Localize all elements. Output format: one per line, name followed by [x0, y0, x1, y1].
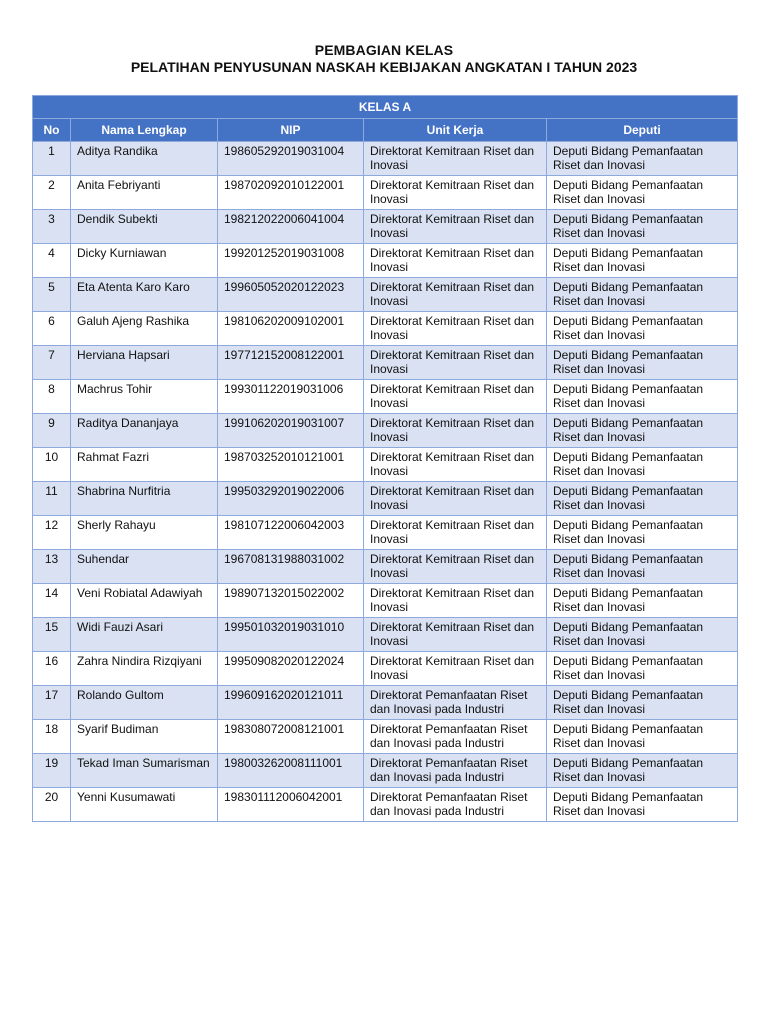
cell-nip: 199106202019031007 [218, 414, 364, 448]
cell-deputi: Deputi Bidang Pemanfaatan Riset dan Inovasi [547, 210, 738, 244]
cell-nama: Machrus Tohir [71, 380, 218, 414]
cell-nip: 198301112006042001 [218, 788, 364, 822]
cell-no: 1 [33, 142, 71, 176]
cell-no: 6 [33, 312, 71, 346]
cell-unit-kerja: Direktorat Pemanfaatan Riset dan Inovasi pada Industri [364, 754, 547, 788]
cell-deputi: Deputi Bidang Pemanfaatan Riset dan Inovasi [547, 550, 738, 584]
cell-nama: Dicky Kurniawan [71, 244, 218, 278]
cell-nip: 198212022006041004 [218, 210, 364, 244]
cell-nip: 199509082020122024 [218, 652, 364, 686]
cell-deputi: Deputi Bidang Pemanfaatan Riset dan Inovasi [547, 754, 738, 788]
table-row [33, 142, 738, 176]
cell-unit-kerja: Direktorat Kemitraan Riset dan Inovasi [364, 482, 547, 516]
column-header-unit-kerja: Unit Kerja [364, 119, 547, 142]
cell-no: 18 [33, 720, 71, 754]
table-row [33, 788, 738, 822]
cell-deputi: Deputi Bidang Pemanfaatan Riset dan Inovasi [547, 584, 738, 618]
table-row [33, 176, 738, 210]
cell-nama: Yenni Kusumawati [71, 788, 218, 822]
cell-nip: 199609162020121011 [218, 686, 364, 720]
class-name-header: KELAS A [33, 96, 738, 119]
cell-nama: Raditya Dananjaya [71, 414, 218, 448]
cell-unit-kerja: Direktorat Kemitraan Riset dan Inovasi [364, 618, 547, 652]
table-row [33, 618, 738, 652]
cell-no: 11 [33, 482, 71, 516]
cell-no: 20 [33, 788, 71, 822]
cell-nama: Eta Atenta Karo Karo [71, 278, 218, 312]
cell-nip: 197712152008122001 [218, 346, 364, 380]
cell-no: 12 [33, 516, 71, 550]
cell-deputi: Deputi Bidang Pemanfaatan Riset dan Inovasi [547, 482, 738, 516]
table-row [33, 278, 738, 312]
cell-unit-kerja: Direktorat Kemitraan Riset dan Inovasi [364, 380, 547, 414]
cell-nip: 199201252019031008 [218, 244, 364, 278]
cell-nip: 199301122019031006 [218, 380, 364, 414]
cell-deputi: Deputi Bidang Pemanfaatan Riset dan Inovasi [547, 516, 738, 550]
cell-nama: Sherly Rahayu [71, 516, 218, 550]
table-row [33, 414, 738, 448]
cell-unit-kerja: Direktorat Kemitraan Riset dan Inovasi [364, 312, 547, 346]
cell-unit-kerja: Direktorat Pemanfaatan Riset dan Inovasi pada Industri [364, 788, 547, 822]
cell-no: 14 [33, 584, 71, 618]
cell-unit-kerja: Direktorat Kemitraan Riset dan Inovasi [364, 652, 547, 686]
column-header-no: No [33, 119, 71, 142]
cell-deputi: Deputi Bidang Pemanfaatan Riset dan Inovasi [547, 618, 738, 652]
cell-nip: 199605052020122023 [218, 278, 364, 312]
cell-nama: Tekad Iman Sumarisman [71, 754, 218, 788]
cell-no: 2 [33, 176, 71, 210]
document-title: PEMBAGIAN KELAS [314, 42, 454, 58]
table-row [33, 516, 738, 550]
cell-nip: 198605292019031004 [218, 142, 364, 176]
cell-nama: Rolando Gultom [71, 686, 218, 720]
table-row [33, 754, 738, 788]
cell-no: 9 [33, 414, 71, 448]
cell-unit-kerja: Direktorat Kemitraan Riset dan Inovasi [364, 550, 547, 584]
cell-nama: Widi Fauzi Asari [71, 618, 218, 652]
cell-nama: Dendik Subekti [71, 210, 218, 244]
column-header-nama: Nama Lengkap [71, 119, 218, 142]
cell-nip: 198308072008121001 [218, 720, 364, 754]
cell-nama: Zahra Nindira Rizqiyani [71, 652, 218, 686]
column-header-row [33, 119, 738, 142]
cell-no: 19 [33, 754, 71, 788]
cell-no: 10 [33, 448, 71, 482]
document-subtitle: PELATIHAN PENYUSUNAN NASKAH KEBIJAKAN ANGKATAN I TAHUN 2023 [130, 59, 638, 75]
cell-deputi: Deputi Bidang Pemanfaatan Riset dan Inovasi [547, 720, 738, 754]
cell-nip: 198907132015022002 [218, 584, 364, 618]
cell-deputi: Deputi Bidang Pemanfaatan Riset dan Inovasi [547, 788, 738, 822]
cell-nama: Shabrina Nurfitria [71, 482, 218, 516]
cell-unit-kerja: Direktorat Kemitraan Riset dan Inovasi [364, 176, 547, 210]
cell-deputi: Deputi Bidang Pemanfaatan Riset dan Inovasi [547, 686, 738, 720]
cell-nip: 199503292019022006 [218, 482, 364, 516]
cell-no: 15 [33, 618, 71, 652]
cell-unit-kerja: Direktorat Kemitraan Riset dan Inovasi [364, 210, 547, 244]
table-head [33, 96, 738, 142]
table-row [33, 312, 738, 346]
cell-no: 16 [33, 652, 71, 686]
cell-deputi: Deputi Bidang Pemanfaatan Riset dan Inovasi [547, 176, 738, 210]
class-roster-table [32, 95, 738, 822]
cell-nama: Syarif Budiman [71, 720, 218, 754]
cell-unit-kerja: Direktorat Kemitraan Riset dan Inovasi [364, 414, 547, 448]
cell-no: 8 [33, 380, 71, 414]
cell-deputi: Deputi Bidang Pemanfaatan Riset dan Inovasi [547, 312, 738, 346]
cell-nip: 199501032019031010 [218, 618, 364, 652]
cell-no: 4 [33, 244, 71, 278]
cell-nama: Aditya Randika [71, 142, 218, 176]
table-row [33, 244, 738, 278]
cell-unit-kerja: Direktorat Kemitraan Riset dan Inovasi [364, 448, 547, 482]
cell-nama: Rahmat Fazri [71, 448, 218, 482]
table-row [33, 482, 738, 516]
cell-deputi: Deputi Bidang Pemanfaatan Riset dan Inovasi [547, 380, 738, 414]
table-row [33, 550, 738, 584]
cell-deputi: Deputi Bidang Pemanfaatan Riset dan Inovasi [547, 448, 738, 482]
cell-nip: 198702092010122001 [218, 176, 364, 210]
table-row [33, 720, 738, 754]
cell-unit-kerja: Direktorat Pemanfaatan Riset dan Inovasi pada Industri [364, 686, 547, 720]
cell-nip: 198106202009102001 [218, 312, 364, 346]
cell-no: 13 [33, 550, 71, 584]
table-row [33, 652, 738, 686]
table-body [33, 142, 738, 822]
column-header-nip: NIP [218, 119, 364, 142]
cell-no: 17 [33, 686, 71, 720]
table-row [33, 210, 738, 244]
cell-unit-kerja: Direktorat Kemitraan Riset dan Inovasi [364, 278, 547, 312]
cell-nip: 198703252010121001 [218, 448, 364, 482]
cell-nama: Veni Robiatal Adawiyah [71, 584, 218, 618]
cell-deputi: Deputi Bidang Pemanfaatan Riset dan Inovasi [547, 278, 738, 312]
cell-nip: 198003262008111001 [218, 754, 364, 788]
cell-deputi: Deputi Bidang Pemanfaatan Riset dan Inovasi [547, 142, 738, 176]
cell-nama: Suhendar [71, 550, 218, 584]
table-row [33, 346, 738, 380]
cell-unit-kerja: Direktorat Pemanfaatan Riset dan Inovasi pada Industri [364, 720, 547, 754]
column-header-deputi: Deputi [547, 119, 738, 142]
table-row [33, 584, 738, 618]
class-name-row [33, 96, 738, 119]
cell-unit-kerja: Direktorat Kemitraan Riset dan Inovasi [364, 142, 547, 176]
table-row [33, 380, 738, 414]
cell-no: 3 [33, 210, 71, 244]
document-header [0, 42, 768, 75]
cell-no: 5 [33, 278, 71, 312]
cell-unit-kerja: Direktorat Kemitraan Riset dan Inovasi [364, 346, 547, 380]
cell-deputi: Deputi Bidang Pemanfaatan Riset dan Inovasi [547, 346, 738, 380]
cell-nip: 196708131988031002 [218, 550, 364, 584]
cell-unit-kerja: Direktorat Kemitraan Riset dan Inovasi [364, 244, 547, 278]
table-row [33, 686, 738, 720]
cell-deputi: Deputi Bidang Pemanfaatan Riset dan Inovasi [547, 414, 738, 448]
cell-nama: Anita Febriyanti [71, 176, 218, 210]
cell-no: 7 [33, 346, 71, 380]
cell-nama: Galuh Ajeng Rashika [71, 312, 218, 346]
cell-nip: 198107122006042003 [218, 516, 364, 550]
cell-unit-kerja: Direktorat Kemitraan Riset dan Inovasi [364, 584, 547, 618]
cell-unit-kerja: Direktorat Kemitraan Riset dan Inovasi [364, 516, 547, 550]
cell-deputi: Deputi Bidang Pemanfaatan Riset dan Inovasi [547, 244, 738, 278]
cell-deputi: Deputi Bidang Pemanfaatan Riset dan Inovasi [547, 652, 738, 686]
cell-nama: Herviana Hapsari [71, 346, 218, 380]
table-row [33, 448, 738, 482]
